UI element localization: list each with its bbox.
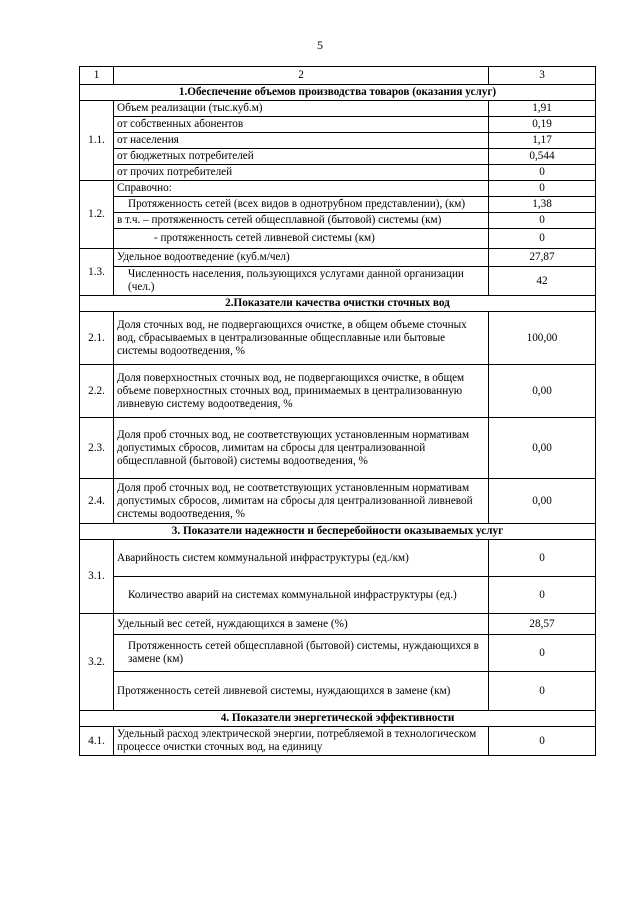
table-row [80, 149, 596, 165]
row-number: 2.2. [80, 365, 114, 418]
table-row [80, 165, 596, 181]
row-value: 0,00 [489, 418, 596, 479]
row-label: Количество аварий на системах коммунальной инфраструктуры (ед.) [114, 577, 489, 614]
table-row [80, 635, 596, 672]
row-number: 3.2. [80, 614, 114, 711]
row-value: 0 [489, 577, 596, 614]
header-cell: 2 [114, 67, 489, 85]
row-label: Справочно: [114, 181, 489, 197]
row-label: Протяженность сетей (всех видов в однотрубном представлении), (км) [114, 197, 489, 213]
table-row [80, 577, 596, 614]
row-value: 0 [489, 540, 596, 577]
row-number: 2.3. [80, 418, 114, 479]
row-number: 3.1. [80, 540, 114, 614]
row-value: 0 [489, 727, 596, 756]
row-value: 27,87 [489, 249, 596, 267]
row-value: 1,91 [489, 101, 596, 117]
section-title: 3. Показатели надежности и бесперебойности оказываемых услуг [80, 524, 596, 540]
row-value: 42 [489, 267, 596, 296]
table-row [80, 418, 596, 479]
row-label: Протяженность сетей ливневой системы, нуждающихся в замене (км) [114, 672, 489, 711]
row-label: от населения [114, 133, 489, 149]
row-number: 1.2. [80, 181, 114, 249]
section-row [80, 711, 596, 727]
row-label: Аварийность систем коммунальной инфраструктуры (ед./км) [114, 540, 489, 577]
header-cell: 3 [489, 67, 596, 85]
table-row [80, 540, 596, 577]
row-label: от прочих потребителей [114, 165, 489, 181]
row-value: 100,00 [489, 312, 596, 365]
row-value: 0,00 [489, 365, 596, 418]
row-value: 0 [489, 635, 596, 672]
table-row [80, 101, 596, 117]
table-row [80, 229, 596, 249]
row-number: 2.4. [80, 479, 114, 524]
row-label: - протяженность сетей ливневой системы (км) [114, 229, 489, 249]
row-label: Доля проб сточных вод, не соответствующих установленным нормативам допустимых сбросов, лимитам на сбросы для централизованной ливневой системы водоотведения, % [114, 479, 489, 524]
indicators-table [79, 66, 596, 756]
row-label: Удельный расход электрической энергии, потребляемой в технологическом процессе очистки сточных вод, на единицу [114, 727, 489, 756]
row-label: от собственных абонентов [114, 117, 489, 133]
page-number: 5 [317, 38, 323, 52]
row-value: 0,19 [489, 117, 596, 133]
row-label: Удельный вес сетей, нуждающихся в замене (%) [114, 614, 489, 635]
row-label: в т.ч. – протяженность сетей общесплавной (бытовой) системы (км) [114, 213, 489, 229]
row-value: 1,17 [489, 133, 596, 149]
row-number: 2.1. [80, 312, 114, 365]
section-row [80, 296, 596, 312]
table-header-row [80, 67, 596, 85]
table-row [80, 213, 596, 229]
row-label: от бюджетных потребителей [114, 149, 489, 165]
row-label: Доля проб сточных вод, не соответствующих установленным нормативам допустимых сбросов, лимитам на сбросы для централизованной общесплавной (бытовой) системы водоотведения, % [114, 418, 489, 479]
table-row [80, 267, 596, 296]
section-title: 2.Показатели качества очистки сточных вод [80, 296, 596, 312]
table-row [80, 672, 596, 711]
row-label: Удельное водоотведение (куб.м/чел) [114, 249, 489, 267]
row-label: Доля поверхностных сточных вод, не подвергающихся очистке, в общем объеме поверхностных сточных вод, принимаемых в централизованную ливневую систему водоотведения, % [114, 365, 489, 418]
table-row [80, 249, 596, 267]
table-row [80, 727, 596, 756]
row-label: Протяженность сетей общесплавной (бытовой) системы, нуждающихся в замене (км) [114, 635, 489, 672]
row-value: 0 [489, 672, 596, 711]
row-value: 0 [489, 165, 596, 181]
row-number: 1.3. [80, 249, 114, 296]
table-row [80, 365, 596, 418]
section-title: 1.Обеспечение объемов производства товаров (оказания услуг) [80, 85, 596, 101]
row-value: 1,38 [489, 197, 596, 213]
row-label: Доля сточных вод, не подвергающихся очистке, в общем объеме сточных вод, сбрасываемых в централизованные общесплавные или бытовые системы водоотведения, % [114, 312, 489, 365]
row-label: Численность населения, пользующихся услугами данной организации (чел.) [114, 267, 489, 296]
row-label: Объем реализации (тыс.куб.м) [114, 101, 489, 117]
table-row [80, 181, 596, 197]
row-value: 0 [489, 213, 596, 229]
row-number: 4.1. [80, 727, 114, 756]
section-row [80, 524, 596, 540]
section-title: 4. Показатели энергетической эффективности [80, 711, 596, 727]
table-row [80, 479, 596, 524]
section-row [80, 85, 596, 101]
table-row [80, 614, 596, 635]
header-cell: 1 [80, 67, 114, 85]
row-number: 1.1. [80, 101, 114, 181]
row-value: 0 [489, 181, 596, 197]
table-row [80, 117, 596, 133]
row-value: 0 [489, 229, 596, 249]
row-value: 28,57 [489, 614, 596, 635]
row-value: 0,544 [489, 149, 596, 165]
table-row [80, 133, 596, 149]
row-value: 0,00 [489, 479, 596, 524]
table-row [80, 312, 596, 365]
table-row [80, 197, 596, 213]
